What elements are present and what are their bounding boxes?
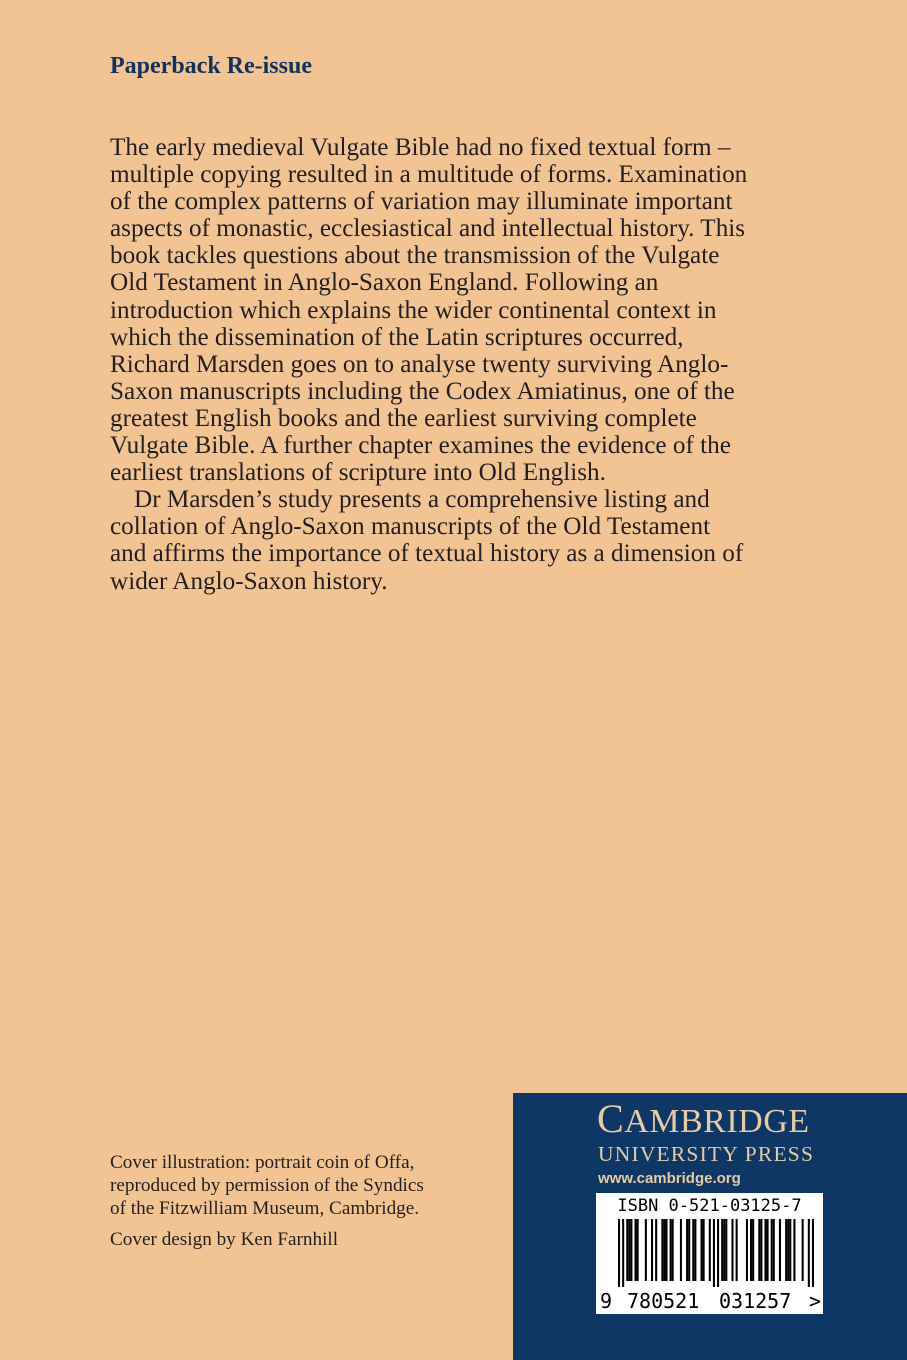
text-line: wider Anglo-Saxon history.: [110, 567, 388, 595]
barcode-bar: [793, 1219, 795, 1281]
text-line: The early medieval Vulgate Bible had no fixed textual form –: [110, 134, 731, 161]
barcode-bar: [746, 1219, 748, 1281]
text-line: of the Fitzwilliam Museum, Cambridge.: [110, 1198, 420, 1219]
barcode-bar: [725, 1219, 727, 1281]
ean-left: 780521: [627, 1289, 700, 1313]
barcode-bar: [808, 1219, 810, 1287]
barcode-bar: [731, 1219, 733, 1281]
barcode-bar: [764, 1219, 766, 1281]
barcode-bar: [645, 1219, 647, 1281]
barcode-bar: [787, 1219, 789, 1281]
text-line: book tackles questions about the transmission of the Vulgate: [110, 242, 720, 270]
text-line: Old Testament in Anglo-Saxon England. Following an: [110, 269, 659, 297]
barcode-bar: [672, 1219, 674, 1281]
barcode-bar: [635, 1219, 637, 1281]
barcode-bar: [773, 1219, 775, 1281]
barcode-bar: [663, 1219, 665, 1281]
barcode-bar: [688, 1219, 690, 1281]
barcode-bars: [618, 1219, 814, 1287]
barcode-bar: [670, 1219, 672, 1281]
barcode: [596, 1193, 823, 1314]
barcode-bar: [622, 1219, 624, 1287]
barcode-bar: [713, 1219, 715, 1287]
barcode-bar: [758, 1219, 760, 1281]
barcode-bar: [721, 1219, 723, 1281]
barcode-bar: [626, 1219, 628, 1281]
text-line: Cover illustration: portrait coin of Offa,: [110, 1152, 415, 1173]
barcode-bar: [752, 1219, 754, 1281]
text-line: and affirms the importance of textual history as a dimension of: [110, 540, 744, 568]
text-line: reproduced by permission of the Syndics: [110, 1175, 424, 1196]
publisher-url: www.cambridge.org: [598, 1170, 741, 1187]
text-line: of the complex patterns of variation may illuminate important: [110, 188, 733, 216]
text-line: which the dissemination of the Latin scriptures occurred,: [110, 323, 684, 351]
heading: Paperback Re-issue: [110, 53, 312, 79]
barcode-bar: [717, 1219, 719, 1287]
barcode-bar: [750, 1219, 752, 1281]
barcode-bar: [686, 1219, 688, 1281]
logo-name: AMBRIDGE: [624, 1103, 810, 1140]
barcode-bar: [628, 1219, 630, 1281]
barcode-bar: [723, 1219, 725, 1281]
text-line: Richard Marsden goes on to analyse twenty surviving Anglo-: [110, 350, 729, 378]
barcode-bar: [630, 1219, 632, 1281]
barcode-bar: [802, 1219, 804, 1281]
barcode-bar: [779, 1219, 781, 1281]
blurb: [110, 134, 747, 595]
barcode-bar: [760, 1219, 762, 1281]
barcode-bar: [709, 1219, 711, 1281]
logo-initial: C: [597, 1096, 625, 1141]
publisher-logo: [597, 1096, 810, 1141]
text-line: greatest English books and the earliest surviving complete: [110, 404, 697, 432]
cover-design-credit: Cover design by Ken Farnhill: [110, 1229, 339, 1250]
text-line: Vulgate Bible. A further chapter examines the evidence of the: [110, 432, 731, 460]
publisher-subtitle: UNIVERSITY PRESS: [598, 1142, 815, 1166]
ean-right: 031257: [719, 1289, 792, 1313]
barcode-bar: [661, 1219, 663, 1281]
ean-mark: >: [809, 1289, 822, 1313]
barcode-bar: [771, 1219, 773, 1281]
ean-first: 9: [600, 1289, 613, 1313]
text-line: Saxon manuscripts including the Codex Amiatinus, one of the: [110, 377, 735, 405]
barcode-bar: [736, 1219, 738, 1281]
text-line: introduction which explains the wider continental context in: [110, 296, 717, 324]
barcode-bar: [785, 1219, 787, 1281]
barcode-bar: [703, 1219, 705, 1281]
barcode-bar: [789, 1219, 791, 1281]
barcode-bar: [701, 1219, 703, 1281]
barcode-bar: [767, 1219, 769, 1281]
barcode-bar: [637, 1219, 639, 1281]
text-line: collation of Anglo-Saxon manuscripts of the Old Testament: [110, 513, 711, 541]
barcode-bar: [665, 1219, 667, 1281]
isbn-text: ISBN 0-521-03125-7: [617, 1196, 802, 1216]
text-line: earliest translations of scripture into Old English.: [110, 459, 606, 487]
publisher-panel: [513, 1093, 907, 1360]
text-line: Dr Marsden’s study presents a comprehensive listing and: [134, 486, 710, 514]
text-line: multiple copying resulted in a multitude of forms. Examination: [110, 161, 748, 189]
paragraph-2: [110, 486, 747, 594]
barcode-bar: [812, 1219, 814, 1287]
paragraph-1: [110, 134, 747, 486]
barcode-bar: [692, 1219, 694, 1281]
barcode-bar: [694, 1219, 696, 1281]
ean-digits: [596, 1289, 823, 1313]
barcode-bar: [651, 1219, 653, 1281]
barcode-bar: [618, 1219, 620, 1287]
barcode-bar: [655, 1219, 657, 1281]
cover-illustration-credit: [110, 1151, 424, 1220]
text-line: aspects of monastic, ecclesiastical and intellectual history. This: [110, 215, 746, 243]
barcode-bar: [680, 1219, 682, 1281]
